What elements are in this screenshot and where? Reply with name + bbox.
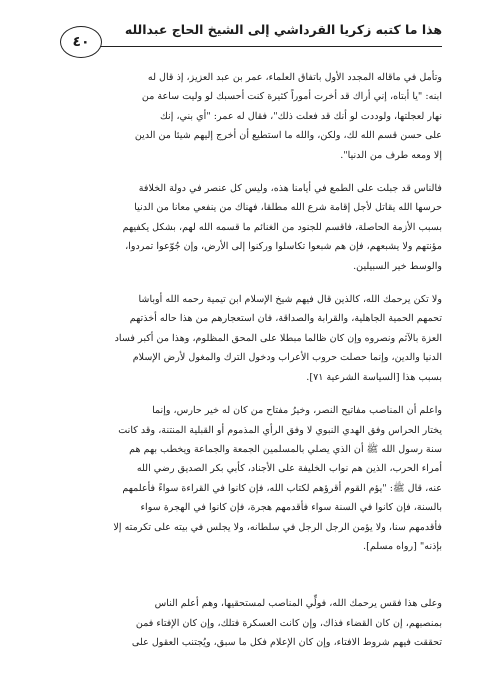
text-line: حرسها الله يقاتل لأجل إقامة شرع الله مطلقا، فهناك من ينفعي معانا من الدنيا bbox=[134, 202, 442, 214]
text-line: على حسن قسم الله لك، ولكن، والله ما استطيع أن أخرج إليهم شيئا من الدين bbox=[134, 130, 442, 142]
text-line: وعلى هذا فقس يرحمك الله، فولِّي المناصب لمستحقيها، وهم أعلم الناس bbox=[154, 598, 442, 610]
text-line: وتأمل في ماقاله المجدد الأول باتفاق العلماء، عمر بن عبد العزيز، إذ قال له bbox=[147, 72, 442, 83]
paragraph-1 bbox=[52, 68, 442, 165]
text-line: بإذنه" [رواه مسلم]. bbox=[363, 540, 442, 552]
text-line: فالناس قد جبلت على الطمع في أيامنا هذه، وليس كل عنصر في دولة الخلافة bbox=[138, 183, 442, 195]
text-line: تحمهم الحمية الجاهلية، والقرابة والصداقة، فان استعجارهم من هذا حاله أخذتهم bbox=[129, 313, 442, 325]
text-line: ولا تكن يرحمك الله، كالذين قال فيهم شيخ الإسلام ابن تيمية رحمه الله أوباشا bbox=[138, 294, 442, 306]
paragraph-gap bbox=[52, 276, 442, 290]
header-rule bbox=[94, 46, 442, 47]
header-title: هذا ما كتبه زكريا القرداشي إلى الشيخ الحاج عبدالله bbox=[124, 22, 442, 37]
page-header bbox=[66, 14, 442, 60]
text-line: الدنيا والدين، وإنما حصلت حروب الأعراب ودخول الترك والمغول لأرض الإسلام bbox=[132, 352, 442, 364]
paragraph-4 bbox=[52, 401, 442, 556]
text-line: بسبب هذا [السياسة الشرعية ٧١]. bbox=[306, 371, 442, 383]
text-line: سنة رسول الله ﷺ أن الذي يصلي بالمسلمين الجمعة والجماعة ويخطب بهم هم bbox=[129, 443, 442, 455]
text-line: يختار الحراس وفق الهدي النبوي لا وفق الرأي المذموم أو القبلية المنتنة، وقد كانت bbox=[118, 424, 442, 436]
paragraph-3 bbox=[52, 290, 442, 387]
text-line: والوسط خير السبيلين. bbox=[353, 260, 442, 272]
text-line: العزة بالآثم ونصروه وإن كان ظالما مبطلا على المحق المظلوم، وهذا من أكبر فساد bbox=[114, 332, 442, 344]
text-line: أمراء الحرب، الذين هم نواب الخليفة على الأجناد، كأبي بكر الصديق رضي الله bbox=[136, 463, 442, 475]
page-number-badge: ٤٠ bbox=[60, 26, 102, 58]
text-line: نهار لعجلتها، ولوددت لو أنك قد فعلت ذلك"، فقال له عمر: "أي بني، إنك bbox=[159, 110, 442, 122]
paragraph-gap bbox=[52, 165, 442, 179]
text-line: بسبب الأزمة الحاصلة، فاقسم للجنود من الغنائم ما قسمه الله لهم، بشكل يكفيهم bbox=[122, 221, 442, 233]
paragraph-5 bbox=[52, 594, 442, 652]
text-line: واعلم أن المناصب مفاتيح النصر، وخيرُ مفتاح من كان له خير حارس، وإنما bbox=[152, 405, 442, 417]
text-line: فأقدمهم سنا، ولا يؤمن الرجل الرجل في سلطانه، ولا يجلس في بيته على تكرمته إلا bbox=[113, 521, 442, 533]
text-line: بمنصبهم، إن كان القضاء فذاك، وإن كانت العسكرة فتلك، وإن كان الإفتاء فمن bbox=[135, 617, 442, 629]
paragraph-gap bbox=[52, 556, 442, 594]
text-line: مؤنتهم ولا يشبعهم، فإن هم شبعوا تكاسلوا وركنوا إلى الأرض، وإن جُوّعوا تمردوا، bbox=[125, 241, 442, 253]
paragraph-2 bbox=[52, 179, 442, 276]
document-body bbox=[52, 68, 442, 653]
text-line: عنه، قال ﷺ: "يؤم القوم أقرؤهم لكتاب الله، فإن كانوا في القراءة سواءً فأعلمهم bbox=[122, 482, 442, 494]
text-line: إلا ومعه طرف من الدنيا". bbox=[340, 149, 442, 161]
text-line: تحققت فيهم شروط الافتاء، وإن كان الإعلام فكل ما سبق، ويُجتنب العقول على bbox=[131, 637, 442, 649]
text-line: ابنه: "يا أبتاه، إني أراك قد أخرت أموراً كثيرة كنت أحسبك لو وليت ساعة من bbox=[141, 91, 442, 103]
paragraph-gap bbox=[52, 387, 442, 401]
text-line: بالسنة، فإن كانوا في السنة سواء فأقدمهم هجرة، فإن كانوا في الهجرة سواء bbox=[140, 502, 442, 514]
